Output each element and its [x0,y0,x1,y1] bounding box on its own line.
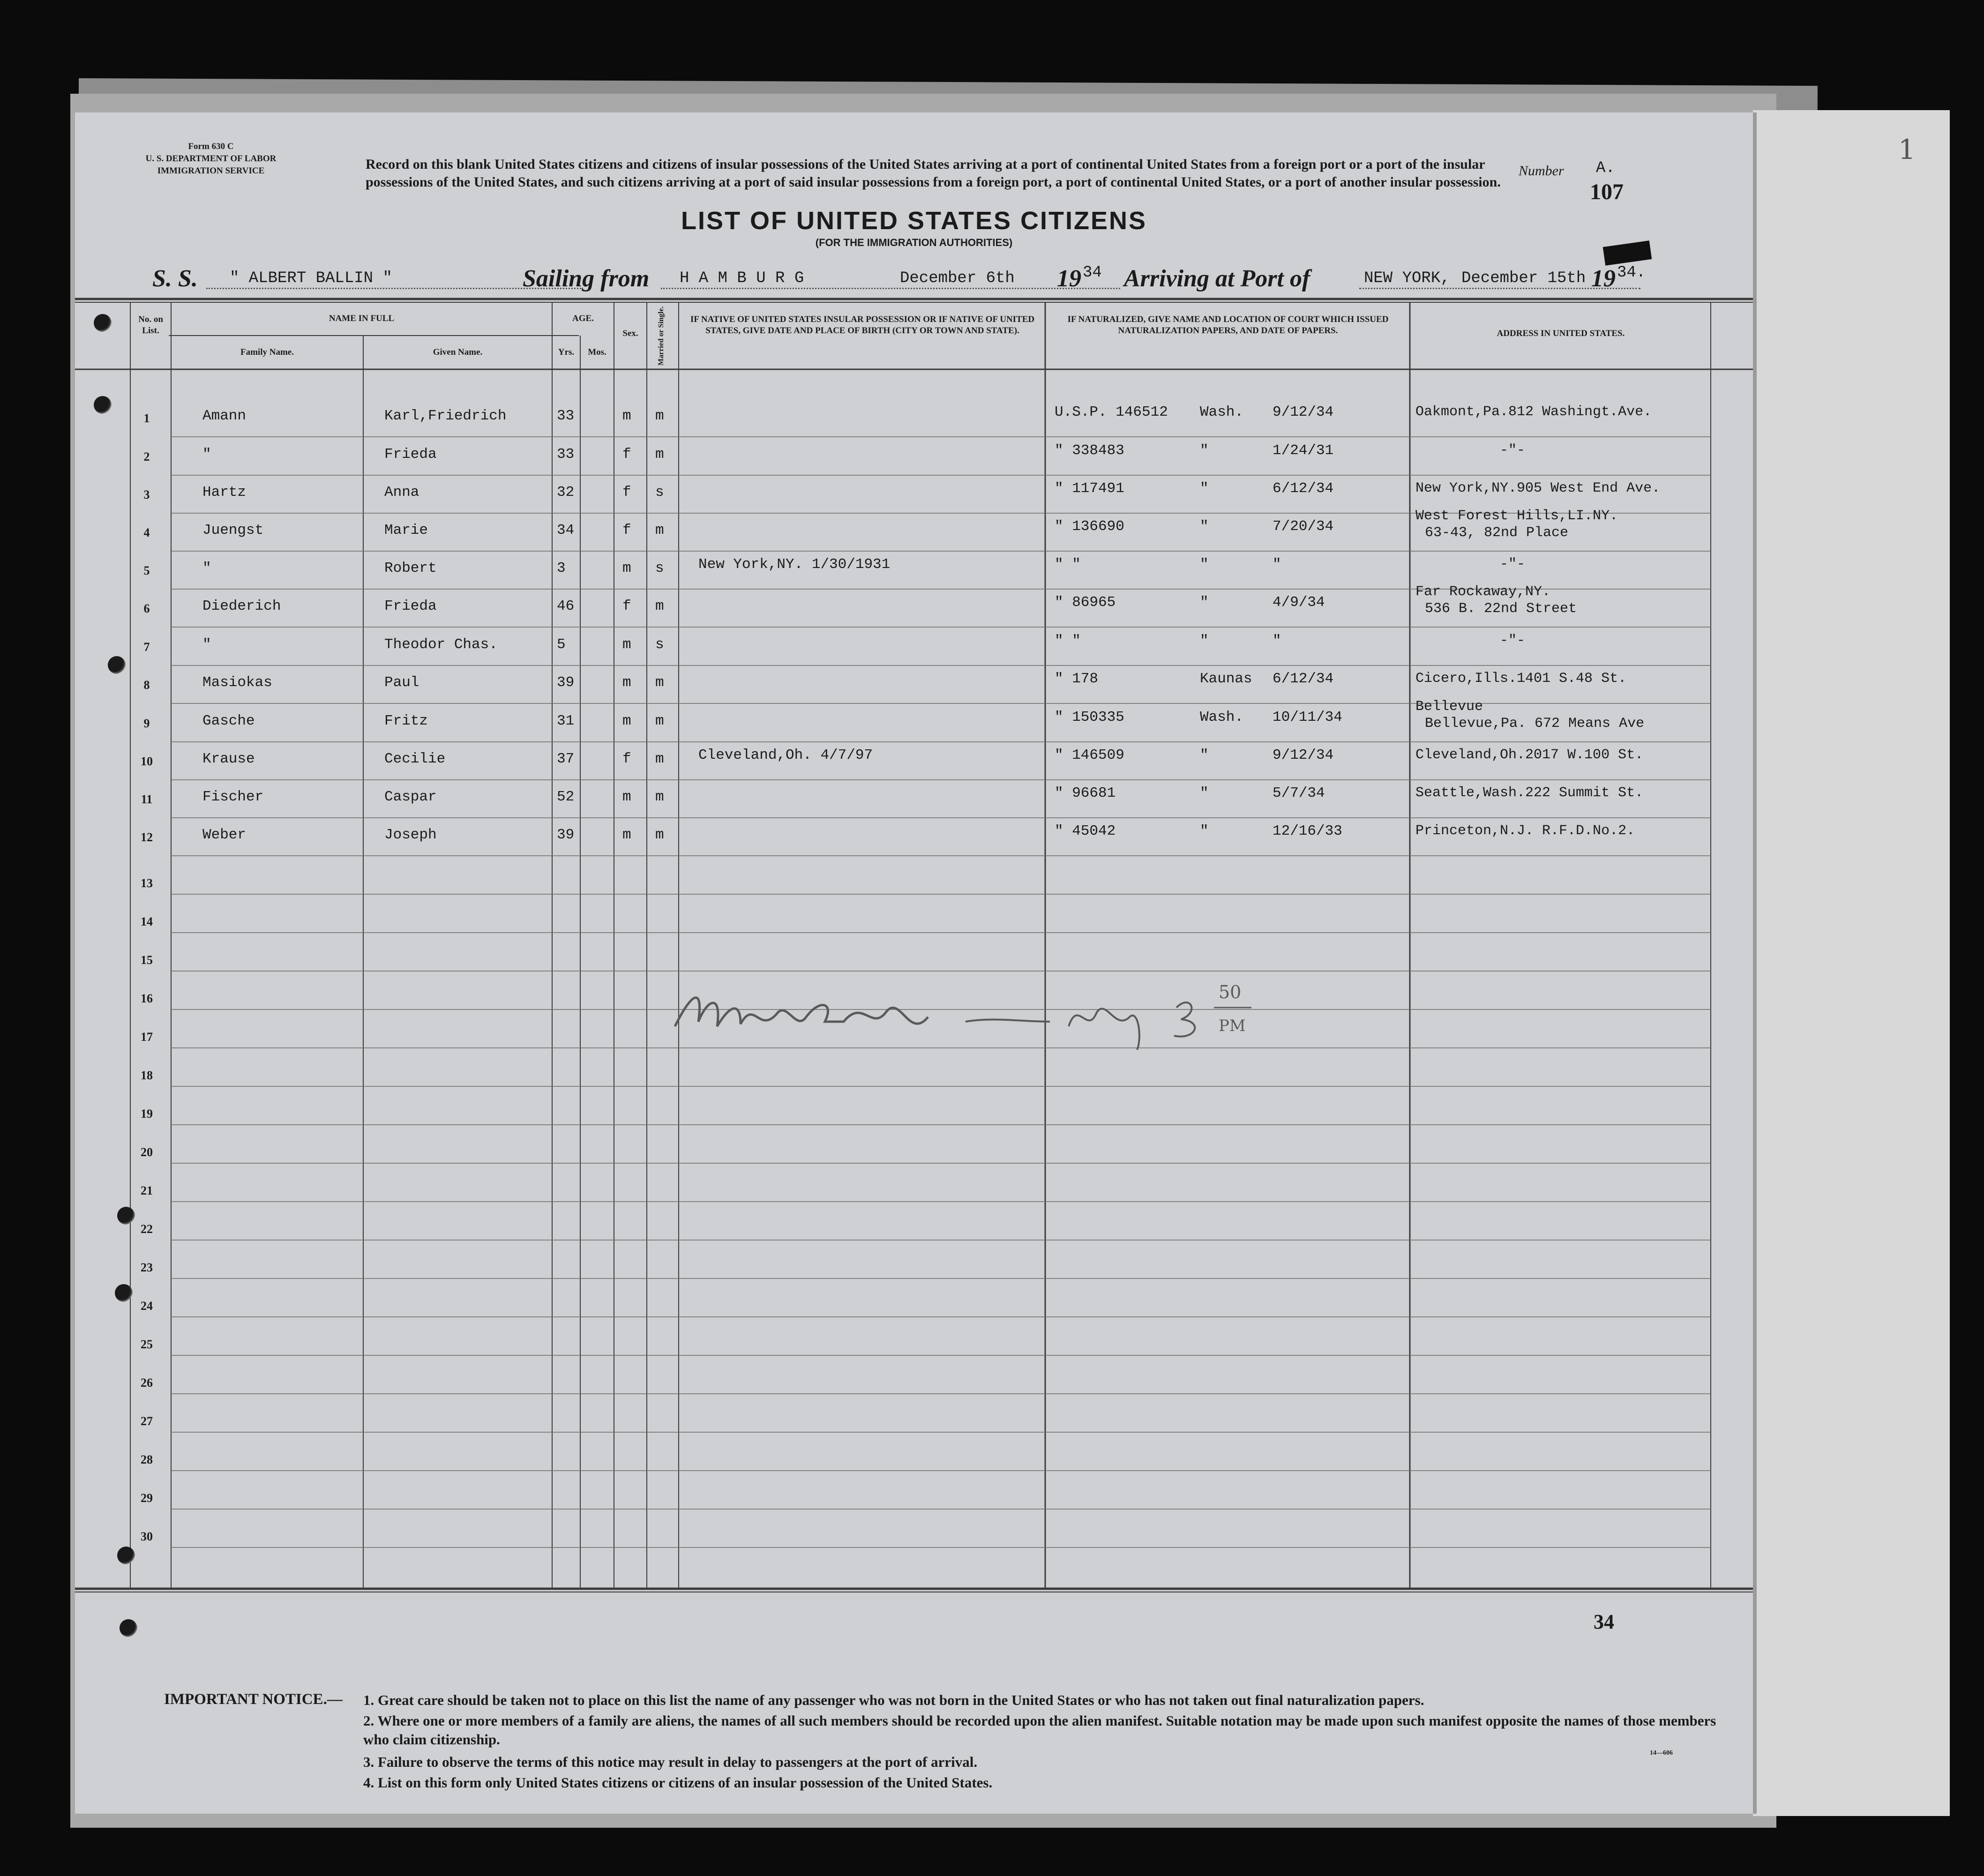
family-name: Juengst [202,522,264,538]
naturalization-court: " [1200,480,1209,497]
address-line-1: -"- [1500,442,1526,458]
manifest-page [75,112,1753,1814]
sex: f [622,751,631,767]
age-years: 37 [557,751,575,767]
family-name: " [202,636,211,653]
family-name: Fischer [202,789,264,805]
adjacent-page-strip [1753,110,1950,1816]
given-name: Frieda [384,598,437,614]
notice-heading: IMPORTANT NOTICE.— [164,1691,343,1708]
page-number: 34 [1594,1610,1614,1633]
age-years: 52 [557,789,575,805]
naturalization-court: " [1200,442,1209,459]
sex: f [622,484,631,501]
sailing-date: December 6th [900,269,1015,287]
age-years: 46 [557,598,575,614]
sailing-year-suffix: 34 [1083,264,1102,282]
table-grid [75,112,1753,1814]
naturalization-court: Kaunas [1200,671,1252,687]
row-number: 10 [141,755,153,768]
given-name: Anna [384,484,419,501]
col-yrs: Yrs. [558,347,575,357]
naturalization-court: " [1200,518,1209,535]
marital-status: m [655,713,664,729]
notice-item-1: 1. Great care should be taken not to place on this list the name of any passenger who was not born in the United States or who has not taken out final naturalization papers. [363,1692,1424,1708]
form-subtitle: (FOR THE IMMIGRATION AUTHORITIES) [815,237,1013,248]
address-line-2: Bellevue,Pa. 672 Means Ave [1425,716,1645,732]
col-age: AGE. [572,314,594,323]
naturalization-date: " [1273,633,1281,649]
naturalization-court: " [1200,556,1209,573]
address-line-2: 63-43, 82nd Place [1425,525,1569,541]
col-name-in-full: NAME IN FULL [329,314,395,323]
marital-status: m [655,408,664,424]
marital-status: m [655,827,664,843]
svg-text:PM: PM [1219,1016,1246,1035]
sex: m [622,408,631,424]
punch-hole [94,314,112,332]
sex: m [622,674,631,691]
sex: f [622,446,631,463]
marital-status: m [655,598,664,614]
given-name: Theodor Chas. [384,636,498,653]
col-native: IF NATIVE OF UNITED STATES INSULAR POSSESSION OR IF NATIVE OF UNITED STATES, GIVE DATE AND PLACE OF BIRTH (CITY OR TOWN AND STATE). [690,314,1035,336]
birth-place-date: New York,NY. 1/30/1931 [698,556,891,573]
form-instructions: Record on this blank United States citizens and citizens of insular possessions of the United States arriving at a port of continental United States from a foreign port or a port of the insular possessions of the United States, and such citizens arriving at a port of said insular possessions from a foreign port, a port of continental United States, or a port of another insular possession. [366,157,1501,190]
handwritten-signature [666,970,1312,1050]
punch-hole [117,1207,135,1225]
given-name: Paul [384,674,419,691]
row-number: 25 [141,1338,153,1351]
given-name: Joseph [384,827,437,843]
arriving-label: Arriving at Port of [1124,265,1310,292]
address-line-1: Cicero,Ills.1401 S.48 St. [1415,671,1627,687]
marital-status: m [655,446,664,463]
address-line-2: 536 B. 22nd Street [1425,601,1577,617]
address-line-1: Bellevue [1415,699,1483,715]
arrival-year-suffix: 34. [1617,264,1646,282]
age-years: 39 [557,827,575,843]
row-number: 14 [141,915,153,928]
sex: m [622,827,631,843]
address-line-1: West Forest Hills,LI.NY. [1415,508,1618,524]
col-sex: Sex. [622,329,638,338]
family-name: Amann [202,408,247,424]
col-address: ADDRESS IN UNITED STATES. [1497,329,1625,338]
department: U. S. DEPARTMENT OF LABOR [145,154,277,164]
naturalization-date: 4/9/34 [1273,594,1325,611]
notice-item-4: 4. List on this form only United States citizens or citizens of an insular possession of the United States. [363,1774,993,1791]
naturalization-date: 1/24/31 [1273,442,1334,459]
arrival-date: December 15th [1461,269,1586,287]
marital-status: m [655,522,664,538]
naturalization-number: " " [1055,556,1081,573]
ss-label: S. S. [152,265,198,292]
row-number: 18 [141,1069,153,1082]
naturalization-date: 6/12/34 [1273,671,1334,687]
row-number: 23 [141,1261,153,1274]
family-name: " [202,560,211,576]
row-number: 9 [143,717,150,730]
address-line-1: Oakmont,Pa.812 Washingt.Ave. [1415,404,1652,420]
row-number: 27 [141,1414,153,1428]
address-line-1: Far Rockaway,NY. [1415,584,1551,600]
row-number: 21 [141,1184,153,1197]
row-number: 22 [141,1222,153,1236]
marital-status: m [655,674,664,691]
given-name: Marie [384,522,428,538]
family-name: Masiokas [202,674,272,691]
family-name: Hartz [202,484,247,501]
address-line-1: Seattle,Wash.222 Summit St. [1415,785,1644,801]
naturalization-number: " 146509 [1055,747,1124,763]
col-naturalized: IF NATURALIZED, GIVE NAME AND LOCATION OF COURT WHICH ISSUED NATURALIZATION PAPERS, AND DATE OF PAPERS. [1067,314,1389,336]
row-number: 26 [141,1376,153,1390]
given-name: Fritz [384,713,428,729]
age-years: 3 [557,560,566,576]
arrival-port: NEW YORK, [1364,269,1450,287]
naturalization-date: 5/7/34 [1273,785,1325,801]
naturalization-date: " [1273,556,1281,573]
sex: m [622,789,631,805]
address-line-1: New York,NY.905 West End Ave. [1415,480,1661,496]
form-number: Form 630 C [188,142,234,151]
row-number: 29 [141,1491,153,1505]
naturalization-date: 9/12/34 [1273,747,1334,763]
given-name: Robert [384,560,437,576]
family-name: Diederich [202,598,281,614]
age-years: 39 [557,674,575,691]
naturalization-court: Wash. [1200,709,1244,725]
row-number: 16 [141,992,153,1005]
row-number: 8 [143,678,150,692]
sex: f [622,522,631,538]
row-number: 24 [141,1299,153,1313]
punch-hole [108,656,126,674]
row-number: 15 [141,953,153,967]
svg-text:50: 50 [1219,982,1242,1002]
number-label: Number [1519,163,1564,179]
row-number: 11 [141,792,153,806]
naturalization-date: 12/16/33 [1273,823,1342,839]
given-name: Cecilie [384,751,446,767]
notice-item-3: 3. Failure to observe the terms of this notice may result in delay to passengers at the port of arrival. [363,1754,978,1770]
age-years: 5 [557,636,566,653]
naturalization-date: 9/12/34 [1273,404,1334,420]
row-number: 20 [141,1145,153,1159]
punch-hole [117,1547,135,1564]
marital-status: s [655,484,664,501]
naturalization-date: 10/11/34 [1273,709,1342,725]
margin-mark: 1 [1898,134,1916,165]
family-name: Gasche [202,713,255,729]
address-line-1: -"- [1500,633,1526,649]
row-number: 4 [143,526,150,539]
row-number: 1 [143,411,150,425]
naturalization-date: 6/12/34 [1273,480,1334,497]
row-number: 12 [141,830,153,844]
naturalization-number: " 96681 [1055,785,1116,801]
row-number: 2 [143,450,150,463]
age-years: 32 [557,484,575,501]
number-prefix: A. [1596,159,1615,177]
family-name: " [202,446,211,463]
age-years: 33 [557,446,575,463]
naturalization-date: 7/20/34 [1273,518,1334,535]
given-name: Caspar [384,789,437,805]
row-number: 28 [141,1453,153,1466]
naturalization-court: " [1200,747,1209,763]
row-number: 30 [141,1530,153,1543]
marital-status: m [655,751,664,767]
row-number: 7 [143,640,150,654]
naturalization-number: " " [1055,633,1081,649]
punch-hole [120,1619,137,1637]
age-years: 34 [557,522,575,538]
sailing-port: H A M B U R G [680,269,804,287]
age-years: 31 [557,713,575,729]
row-number: 17 [141,1030,153,1044]
ship-name: " ALBERT BALLIN " [230,269,392,287]
service: IMMIGRATION SERVICE [157,166,265,176]
naturalization-number: " 150335 [1055,709,1124,725]
naturalization-number: " 136690 [1055,518,1124,535]
col-family-name: Family Name. [240,347,294,357]
naturalization-number: " 338483 [1055,442,1124,459]
family-name: Weber [202,827,247,843]
sailing-label: Sailing from [523,265,650,292]
family-name: Krause [202,751,255,767]
given-name: Karl,Friedrich [384,408,507,424]
given-name: Frieda [384,446,437,463]
naturalization-number: " 86965 [1055,594,1116,611]
notice-item-2: 2. Where one or more members of a family are aliens, the names of all such members should be recorded upon the alien manifest. Suitable notation may be made upon such manifest opposite the names of those members who claim citizenship. [363,1712,1716,1748]
row-number: 19 [141,1107,153,1121]
sex: m [622,713,631,729]
list-number: 107 [1590,179,1624,204]
naturalization-court: Wash. [1200,404,1244,420]
marital-status: s [655,560,664,576]
col-no-on-list: No. on List. [138,314,163,336]
naturalization-number: " 178 [1055,671,1099,687]
sailing-year-prefix: 19 [1057,265,1081,292]
col-given-name: Given Name. [433,347,483,357]
address-line-1: -"- [1500,556,1526,572]
arrival-year-prefix: 19 [1591,265,1616,292]
row-number: 5 [143,564,150,577]
col-married-single: Married or Single. [657,306,665,366]
row-number: 6 [143,602,150,615]
naturalization-number: " 45042 [1055,823,1116,839]
age-years: 33 [557,408,575,424]
sex: f [622,598,631,614]
row-number: 3 [143,488,150,501]
birth-place-date: Cleveland,Oh. 4/7/97 [698,747,873,763]
form-title: LIST OF UNITED STATES CITIZENS [681,207,1147,235]
col-mos: Mos. [588,347,606,357]
naturalization-number: U.S.P. 146512 [1055,404,1168,420]
naturalization-court: " [1200,785,1209,801]
row-number: 13 [141,876,153,890]
naturalization-court: " [1200,633,1209,649]
marital-status: s [655,636,664,653]
sex: m [622,560,631,576]
punch-hole [94,396,112,414]
punch-hole [115,1284,133,1302]
address-line-1: Princeton,N.J. R.F.D.No.2. [1415,823,1635,839]
address-line-1: Cleveland,Oh.2017 W.100 St. [1415,747,1644,763]
sex: m [622,636,631,653]
marital-status: m [655,789,664,805]
form-code: 14—606 [1650,1749,1673,1756]
naturalization-court: " [1200,594,1209,611]
naturalization-number: " 117491 [1055,480,1124,497]
naturalization-court: " [1200,823,1209,839]
